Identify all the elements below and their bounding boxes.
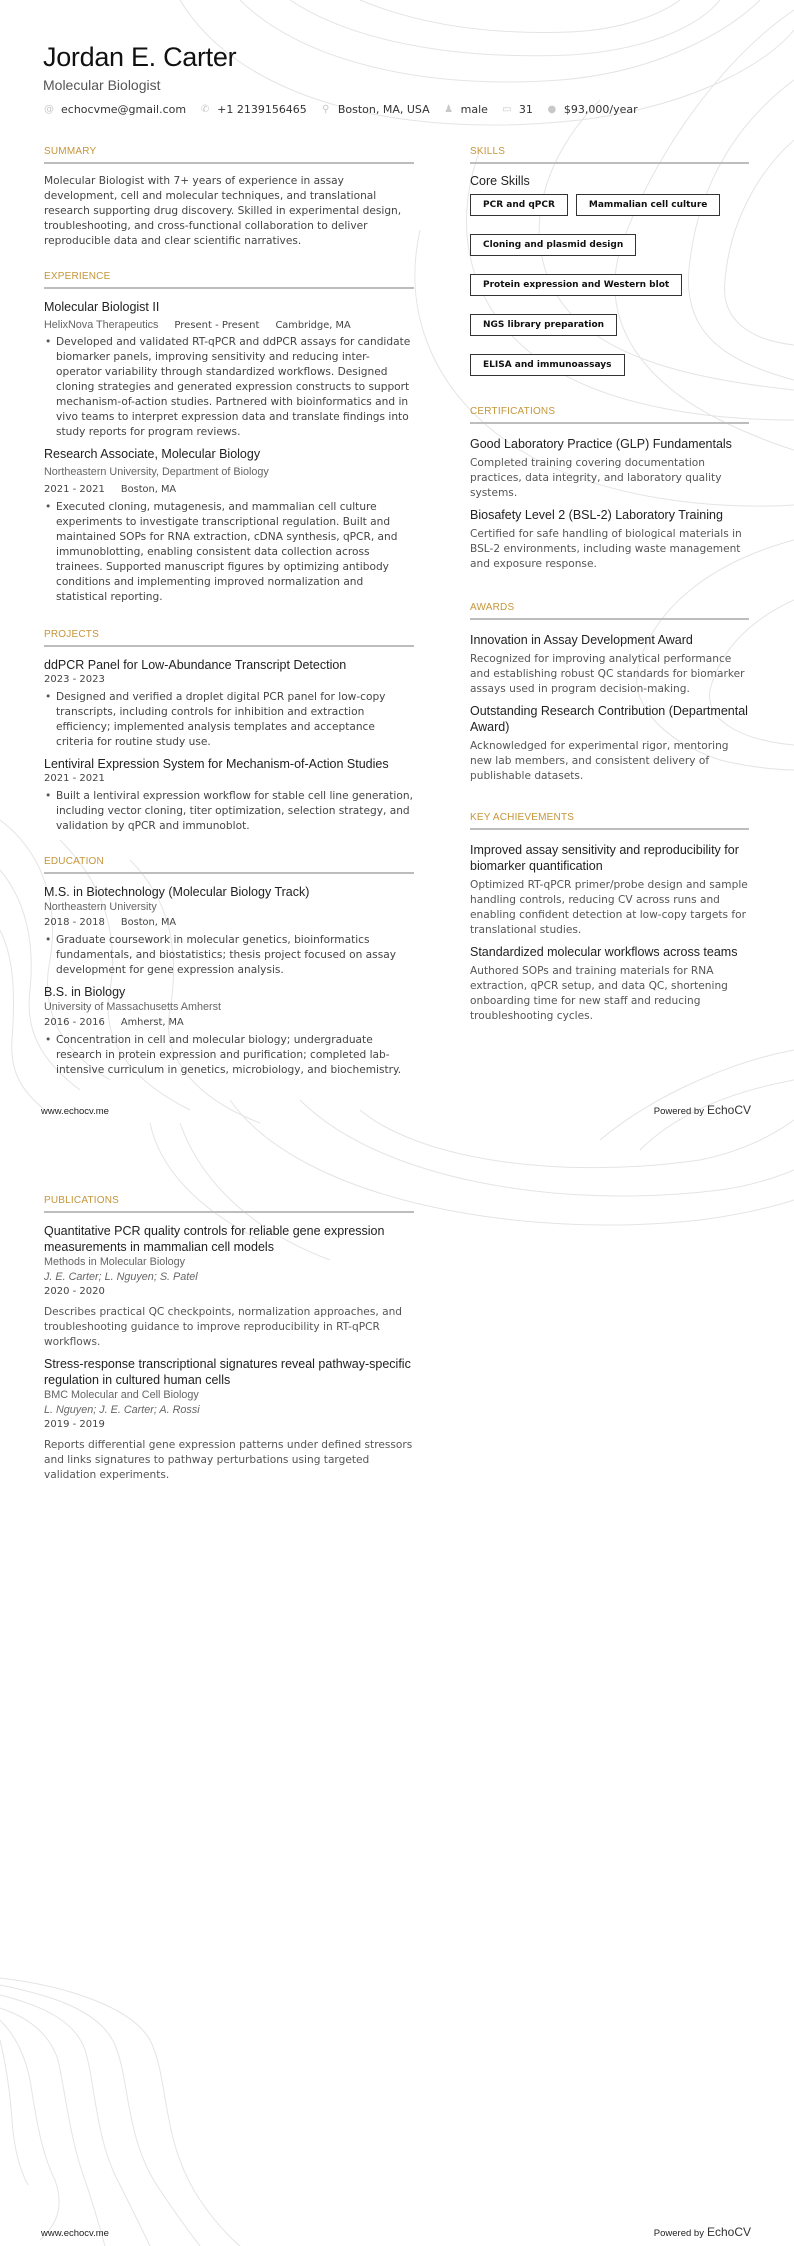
certification-name: Good Laboratory Practice (GLP) Fundamentals bbox=[470, 437, 732, 451]
website-link[interactable]: www.echocv.me bbox=[41, 1106, 109, 1117]
publication-title: Quantitative PCR quality controls for reliable gene expression measurements in mammalian cell models bbox=[44, 1224, 385, 1254]
education-location: Amherst, MA bbox=[120, 1017, 184, 1028]
person-icon: ♟ bbox=[444, 103, 454, 115]
section-title-key-achievements: KEY ACHIEVEMENTS bbox=[470, 812, 749, 830]
skill-chip: ELISA and immunoassays bbox=[470, 354, 625, 376]
skills-section bbox=[470, 146, 749, 376]
education-meta bbox=[44, 916, 414, 930]
projects-section bbox=[44, 629, 414, 834]
school-name: Northeastern University bbox=[44, 901, 157, 913]
experience-item bbox=[44, 299, 414, 440]
project-name: Lentiviral Expression System for Mechanism-of-Action Studies bbox=[44, 757, 389, 771]
bullet-item: • Built a lentiviral expression workflow for stable cell line generation, including vector cloning, titer optimization, selection strategy, and validation by qPCR and immunoblot. bbox=[44, 789, 414, 834]
section-title-skills: SKILLS bbox=[470, 146, 749, 164]
phone-value: +1 2139156465 bbox=[217, 103, 307, 116]
award-name: Innovation in Assay Development Award bbox=[470, 633, 693, 647]
project-dates: 2021 - 2021 bbox=[44, 773, 105, 784]
company-name: Northeastern University, Department of Biology bbox=[44, 466, 269, 478]
job-title: Molecular Biologist II bbox=[44, 300, 160, 314]
powered-by bbox=[654, 2225, 751, 2239]
candidate-name: Jordan E. Carter bbox=[43, 42, 237, 72]
award-desc: Recognized for improving analytical performance and establishing robust QC standards for biomarker assays used in program decision-making. bbox=[470, 653, 745, 695]
skills-group-title: Core Skills bbox=[470, 174, 530, 188]
job-location: Cambridge, MA bbox=[275, 320, 351, 331]
publication-desc: Reports differential gene expression patterns under defined stressors and links signatures to pathway perturbations using targeted validation experiments. bbox=[44, 1439, 413, 1481]
age-value: 31 bbox=[518, 103, 533, 116]
education-item bbox=[44, 884, 414, 978]
location-value: Boston, MA, USA bbox=[337, 103, 430, 116]
certification-desc: Completed training covering documentation practices, data integrity, and laboratory quality systems. bbox=[470, 457, 722, 499]
section-title-awards: AWARDS bbox=[470, 602, 749, 620]
awards-section bbox=[470, 602, 749, 784]
school-name: University of Massachusetts Amherst bbox=[44, 1001, 222, 1013]
project-bullets bbox=[44, 789, 414, 834]
publication-dates: 2019 - 2019 bbox=[44, 1419, 105, 1430]
education-dates: 2018 - 2018 bbox=[44, 917, 105, 928]
job-title: Research Associate, Molecular Biology bbox=[44, 447, 261, 461]
achievement-name: Improved assay sensitivity and reproducibility for biomarker quantification bbox=[470, 843, 739, 873]
publication-dates: 2020 - 2020 bbox=[44, 1286, 105, 1297]
powered-by-label: Powered by bbox=[653, 1106, 704, 1117]
experience-section bbox=[44, 271, 414, 605]
salary-icon: ● bbox=[547, 103, 557, 115]
publication-journal: Methods in Molecular Biology bbox=[44, 1256, 186, 1268]
job-location: Boston, MA bbox=[120, 484, 177, 495]
job-bullets bbox=[44, 335, 414, 440]
award-desc: Acknowledged for experimental rigor, mentoring new lab members, and consistent delivery of publishable datasets. bbox=[470, 740, 729, 782]
contact-salary bbox=[546, 103, 638, 116]
degree-name: M.S. in Biotechnology (Molecular Biology Track) bbox=[44, 885, 310, 899]
contact-bar bbox=[43, 103, 651, 116]
left-column-page-2 bbox=[44, 1195, 414, 1503]
job-meta bbox=[44, 318, 414, 332]
key-achievements-section bbox=[470, 812, 749, 1024]
salary-value: $93,000/year bbox=[563, 103, 638, 116]
certification-name: Biosafety Level 2 (BSL-2) Laboratory Training bbox=[470, 508, 723, 522]
achievement-desc: Authored SOPs and training materials for RNA extraction, qPCR setup, and data QC, shortening onboarding time for new staff and reducing troubleshooting cycles. bbox=[470, 965, 728, 1022]
section-title-summary: SUMMARY bbox=[44, 146, 414, 164]
job-bullets bbox=[44, 500, 414, 605]
publication-item bbox=[44, 1223, 414, 1350]
skill-chip: Cloning and plasmid design bbox=[470, 234, 636, 256]
contact-age bbox=[501, 103, 533, 116]
publication-journal: BMC Molecular and Cell Biology bbox=[44, 1389, 199, 1401]
education-dates: 2016 - 2016 bbox=[44, 1017, 105, 1028]
job-meta bbox=[44, 483, 414, 497]
section-title-publications: PUBLICATIONS bbox=[44, 1195, 414, 1213]
at-icon: @ bbox=[44, 103, 54, 115]
project-dates: 2023 - 2023 bbox=[44, 674, 105, 685]
bullet-item: • Designed and verified a droplet digital PCR panel for low-copy transcripts, including controls for inhibition and extraction efficiency; implemented analysis templates and acceptance criteria for routine study use. bbox=[44, 690, 414, 750]
job-dates: Present - Present bbox=[174, 320, 260, 331]
calendar-icon: ▭ bbox=[502, 103, 512, 115]
right-column bbox=[470, 146, 749, 1044]
location-pin-icon: ⚲ bbox=[322, 103, 330, 115]
skill-chip: PCR and qPCR bbox=[470, 194, 568, 216]
page-footer bbox=[41, 2225, 751, 2239]
bullet-item: • Executed cloning, mutagenesis, and mammalian cell culture experiments to investigate transcriptional regulation. Built and maintained SOPs for RNA extraction, cDNA synthesis, qPCR, and immunoblotting, enabling consistent data collection across trainees. Supported manuscript figures by optimizing antibody conditions and implementing improved normalization and statistical reporting. bbox=[44, 500, 414, 605]
publications-section bbox=[44, 1195, 414, 1483]
certification-desc: Certified for safe handling of biological materials in BSL-2 environments, including waste management and exposure response. bbox=[470, 528, 742, 570]
publication-item bbox=[44, 1356, 414, 1483]
award-name: Outstanding Research Contribution (Departmental Award) bbox=[470, 704, 748, 734]
phone-icon: ✆ bbox=[200, 103, 210, 115]
powered-by-label: Powered by bbox=[653, 2228, 704, 2239]
gender-value: male bbox=[460, 103, 488, 116]
education-bullets bbox=[44, 933, 414, 978]
education-meta bbox=[44, 1016, 414, 1030]
contact-email[interactable] bbox=[43, 103, 186, 116]
section-title-certifications: CERTIFICATIONS bbox=[470, 406, 749, 424]
website-link[interactable]: www.echocv.me bbox=[41, 2228, 109, 2239]
experience-item bbox=[44, 446, 414, 605]
achievement-name: Standardized molecular workflows across teams bbox=[470, 945, 738, 959]
section-title-experience: EXPERIENCE bbox=[44, 271, 414, 289]
company-name: HelixNova Therapeutics bbox=[44, 319, 159, 331]
education-item bbox=[44, 984, 414, 1078]
project-item bbox=[44, 657, 414, 750]
bullet-item: • Concentration in cell and molecular biology; undergraduate research in protein expression and purification; completed lab-intensive curriculum in genetics, microbiology, and biochemistry. bbox=[44, 1033, 414, 1078]
page-footer bbox=[41, 1103, 751, 1117]
summary-section bbox=[44, 146, 414, 249]
publication-authors: L. Nguyen; J. E. Carter; A. Rossi bbox=[44, 1404, 200, 1416]
brand-name: EchoCV bbox=[706, 1103, 751, 1117]
publication-title: Stress-response transcriptional signatures reveal pathway-specific regulation in cultured human cells bbox=[44, 1357, 411, 1387]
publication-authors: J. E. Carter; L. Nguyen; S. Patel bbox=[44, 1271, 198, 1283]
brand-name: EchoCV bbox=[706, 2225, 751, 2239]
left-column bbox=[44, 146, 414, 1098]
skill-chip: Mammalian cell culture bbox=[576, 194, 720, 216]
contact-gender bbox=[443, 103, 488, 116]
skill-chips bbox=[470, 194, 749, 376]
email-value: echocvme@gmail.com bbox=[61, 103, 187, 116]
skill-chip: NGS library preparation bbox=[470, 314, 617, 336]
section-title-projects: PROJECTS bbox=[44, 629, 414, 647]
education-bullets bbox=[44, 1033, 414, 1078]
resume-page-2 bbox=[0, 1123, 794, 2246]
section-title-education: EDUCATION bbox=[44, 856, 414, 874]
summary-text: Molecular Biologist with 7+ years of experience in assay development, cell and molecular techniques, and translational research supporting drug discovery. Skilled in experimental design, troubleshooting, and cross-functional collaboration to deliver reproducible data and clear scientific narratives. bbox=[44, 175, 402, 247]
certifications-section bbox=[470, 406, 749, 572]
project-name: ddPCR Panel for Low-Abundance Transcript Detection bbox=[44, 658, 347, 672]
publication-desc: Describes practical QC checkpoints, normalization approaches, and troubleshooting guidance to improve reproducibility in RT-qPCR workflows. bbox=[44, 1306, 403, 1348]
bullet-item: • Developed and validated RT-qPCR and ddPCR assays for candidate biomarker panels, improving sensitivity and reducing inter-operator variability through standardized workflows. Designed cloning strategies and generated expression constructs to support mechanism-of-action studies. Partnered with bioinformatics and in vivo teams to interpret expression data and translate findings into study reports for program reviews. bbox=[44, 335, 414, 440]
degree-name: B.S. in Biology bbox=[44, 985, 126, 999]
education-location: Boston, MA bbox=[120, 917, 177, 928]
project-item bbox=[44, 756, 414, 834]
achievement-desc: Optimized RT-qPCR primer/probe design and sample handling controls, reducing CV across runs and enabling confident detection at low-copy targets for translational studies. bbox=[470, 879, 748, 936]
skill-chip: Protein expression and Western blot bbox=[470, 274, 682, 296]
bullet-item: • Graduate coursework in molecular genetics, bioinformatics fundamentals, and biostatistics; thesis project focused on assay development for gene expression analysis. bbox=[44, 933, 414, 978]
project-bullets bbox=[44, 690, 414, 750]
job-dates: 2021 - 2021 bbox=[44, 484, 105, 495]
contact-location bbox=[320, 103, 430, 116]
powered-by bbox=[654, 1103, 751, 1117]
candidate-role: Molecular Biologist bbox=[43, 77, 161, 93]
education-section bbox=[44, 856, 414, 1078]
contact-phone[interactable] bbox=[199, 103, 307, 116]
